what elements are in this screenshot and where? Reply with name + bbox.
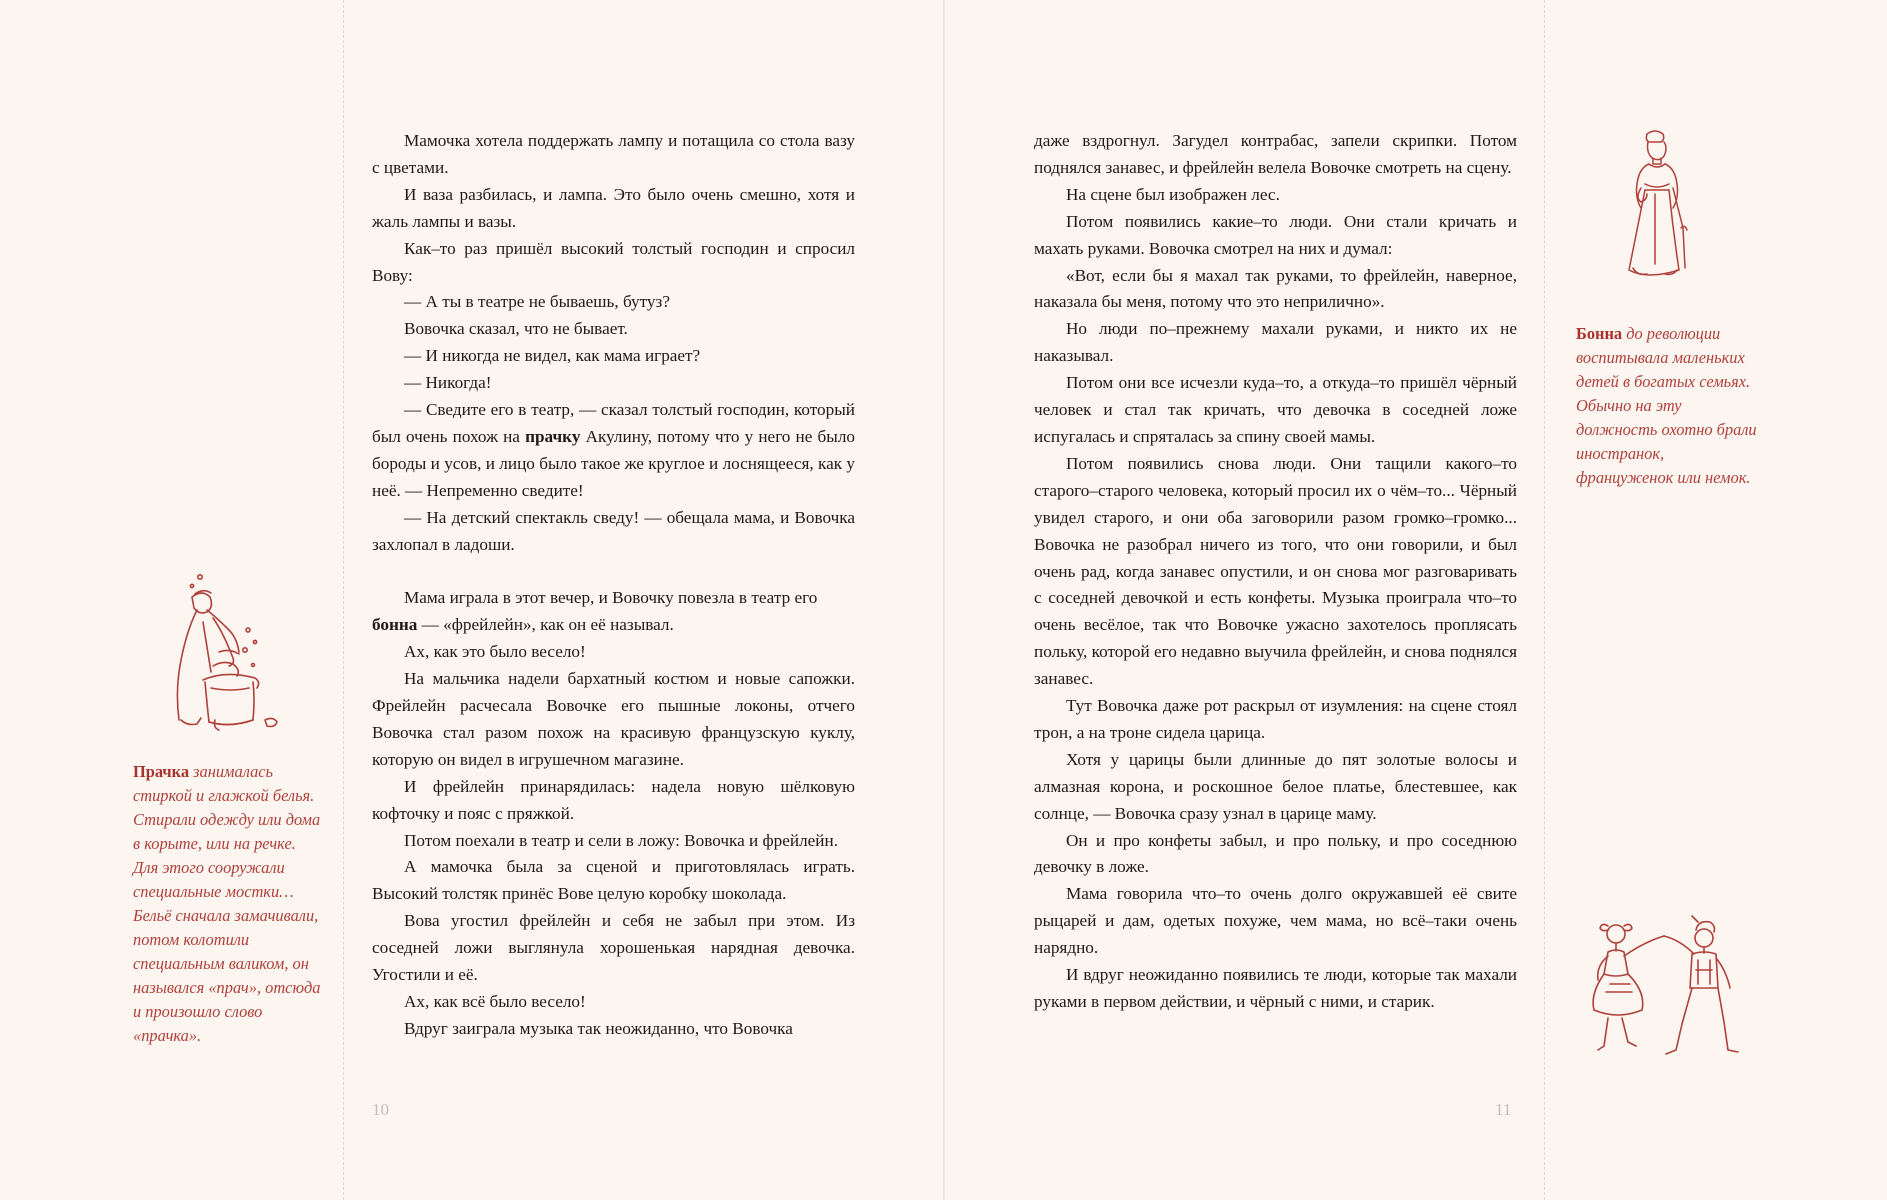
note-term-prachka: Прачка <box>133 762 190 781</box>
governess-note <box>1576 322 1761 490</box>
paragraph: Ах, как это было весело! <box>404 642 586 662</box>
left-page-text <box>372 128 855 1043</box>
paragraph: И фрейлейн принарядилась: надела новую шёлковую кофточку и пояс с пряжкой. <box>372 776 855 823</box>
paragraph: На сцене был изображен лес. <box>1066 184 1280 204</box>
paragraph: — Никогда! <box>404 373 492 393</box>
paragraph: Мамочка хотела поддержать лампу и потащила со стола вазу с цветами. <box>372 131 855 177</box>
paragraph: даже вздрогнул. Загудел контрабас, запели скрипки. Потом поднялся занавес, и фрейлейн велела Вовочке смотреть на сцену. <box>1034 131 1517 177</box>
right-margin-separator <box>1544 0 1545 1200</box>
term-bonna: бонна <box>372 615 418 635</box>
governess-illustration <box>1615 128 1695 298</box>
page-number-right: 11 <box>1495 1100 1512 1119</box>
term-prachka: прачку <box>525 426 581 446</box>
paragraph: — Сведите его в театр, — сказал толстый господин, который был очень похож на прачку Акулину, потому что у него не было бороды и усов, и лицо было такое же круглое и лоснящееся, как у неё. — Непременно сведите! <box>372 400 855 500</box>
paragraph: Мама играла в этот вечер, и Вовочку повезла в театр его <box>404 588 818 608</box>
paragraph: Потом появились снова люди. Они тащили какого–то старого–старого человека, который просил их о чём–то... Чёрный увидел старого, и они оба заговорили разом громко–громко... Вовочка не разобрал ничего из того, что они говорили, и был очень рад, когда занавес опустили, и он снова мог разговаривать с соседней девочкой и есть конфеты. Музыка проиграла что–то очень весёлое, так что Вовочке ужасно захотелось проплясать польку, которой его недавно выучила фрейлейн, и снова поднялся занавес. <box>1034 453 1517 689</box>
paragraph: Вовочка сказал, что не бывает. <box>404 319 628 339</box>
paragraph: Потом они все исчезли куда–то, а откуда–то пришёл чёрный человек и стал так кричать, что девочка в соседней ложе испугалась и спряталась за спину своей мамы. <box>1034 373 1517 446</box>
note-text-prachka: занималась стиркой и глажкой белья. Стирали одежду или дома в корыте, или на речке. Для этого сооружали специальные мостки… Бельё сначала замачивали, потом колотили специальным валиком, он назывался «прач», отсюда и произошло слово «прачка». <box>133 762 321 1045</box>
dancing-children-illustration <box>1580 914 1750 1069</box>
paragraph: Потом появились какие–то люди. Они стали кричать и махать руками. Вовочка смотрел на них и думал: <box>1034 211 1517 258</box>
paragraph: На мальчика надели бархатный костюм и новые сапожки. Фрейлейн расчесала Вовочке его пышные локоны, отчего Вовочка стал разом похож на красивую французскую куклу, которую он видел в игрушечном магазине. <box>372 669 855 769</box>
paragraph: Вова угостил фрейлейн и себя не забыл при этом. Из соседней ложи выглянула хорошенькая нарядная девочка. Угостили и её. <box>372 911 855 985</box>
note-text-bonna: до революции воспитывала маленьких детей в богатых семьях. Обычно на эту должность охотно брали иностранок, француженок или немок. <box>1576 324 1757 487</box>
paragraph: Но люди по–прежнему махали руками, и никто их не наказывал. <box>1034 319 1517 366</box>
paragraph: Потом поехали в театр и сели в ложу: Вовочка и фрейлейн. <box>404 830 838 850</box>
washerwoman-note <box>133 760 323 1048</box>
note-term-bonna: Бонна <box>1576 324 1623 343</box>
paragraph: — И никогда не видел, как мама играет? <box>404 346 701 366</box>
page-number-left: 10 <box>372 1100 389 1119</box>
right-page-text <box>1034 128 1517 1016</box>
paragraph: Вдруг заиграла музыка так неожиданно, что Вовочка <box>404 1018 793 1038</box>
paragraph: Тут Вовочка даже рот раскрыл от изумления: на сцене стоял трон, а на троне сидела царица. <box>1034 696 1517 742</box>
paragraph: И вдруг неожиданно появились те люди, которые так махали руками в первом действии, и чёрный с ними, и старик. <box>1034 965 1517 1011</box>
paragraph: Как–то раз пришёл высокий толстый господин и спросил Вову: <box>372 238 855 285</box>
paragraph: Он и про конфеты забыл, и про польку, и про соседнюю девочку в ложе. <box>1034 830 1517 877</box>
left-margin-separator <box>343 0 344 1200</box>
paragraph: Мама говорила что–то очень долго окружавшей её свите рыцарей и дам, одетых похуже, чем мама, но всё–таки очень нарядно. <box>1034 884 1517 958</box>
paragraph: Ах, как всё было весело! <box>404 991 586 1011</box>
paragraph: бонна — «фрейлейн», как он её называл. <box>372 615 674 635</box>
paragraph: — А ты в театре не бываешь, бутуз? <box>404 292 670 312</box>
paragraph: А мамочка была за сценой и приготовлялась играть. Высокий толстяк принёс Вове целую коробку шоколада. <box>372 857 855 904</box>
paragraph: И ваза разбилась, и лампа. Это было очень смешно, хотя и жаль лампы и вазы. <box>372 184 855 231</box>
book-gutter <box>943 0 945 1200</box>
paragraph: Хотя у царицы были длинные до пят золотые волосы и алмазная корона, и роскошное белое платье, блестевшее, как солнце, — Вовочка сразу узнал в царице маму. <box>1034 749 1517 823</box>
paragraph: «Вот, если бы я махал так руками, то фрейлейн, наверное, наказала бы меня, потому что это неприлично». <box>1034 265 1517 312</box>
paragraph: — На детский спектакль сведу! — обещала мама, и Вовочка захлопал в ладоши. <box>372 507 855 554</box>
washerwoman-illustration <box>155 570 295 745</box>
